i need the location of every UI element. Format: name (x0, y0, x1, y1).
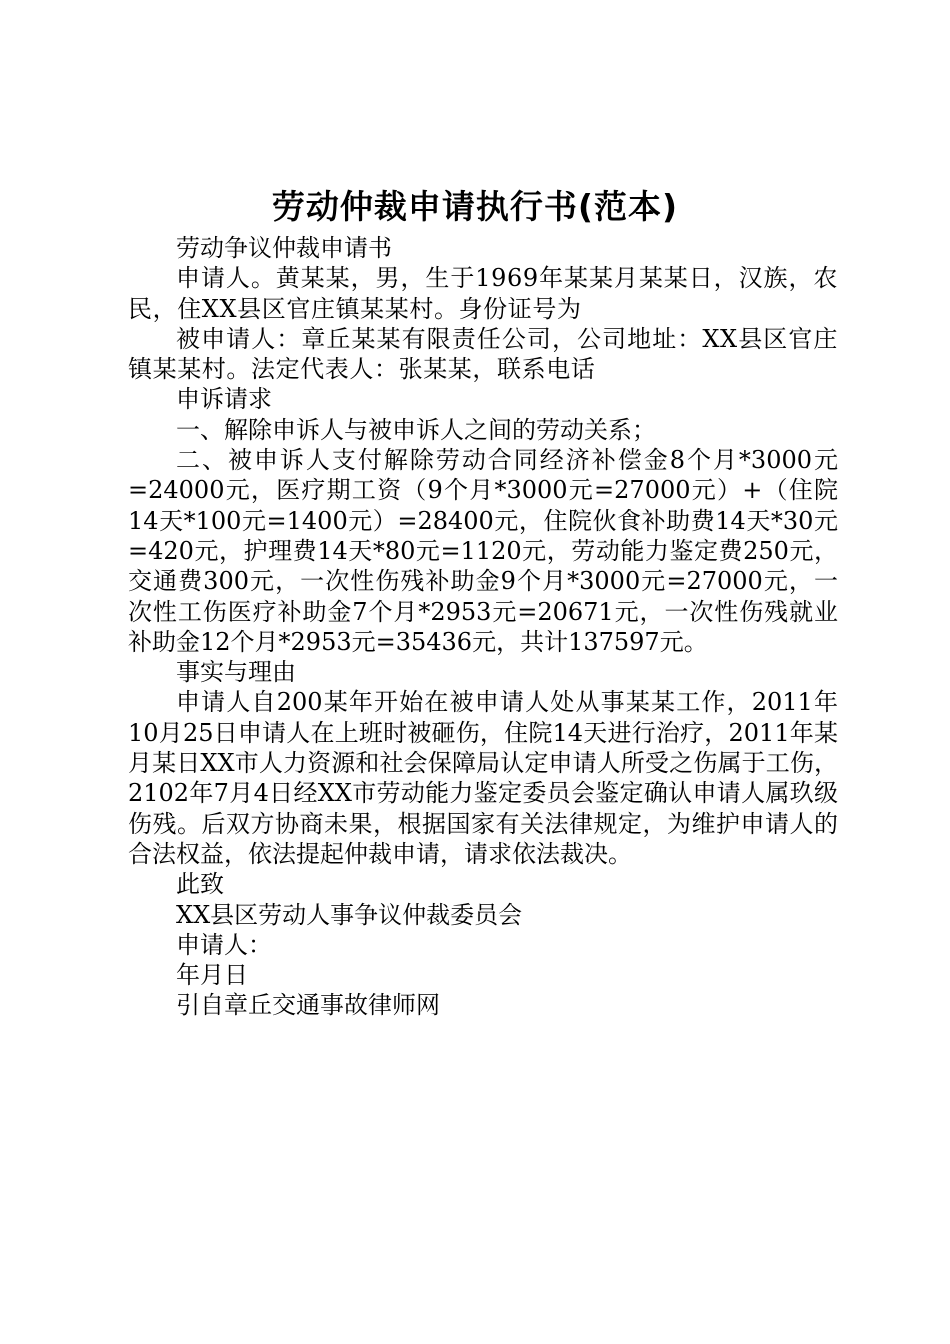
recipient-committee: XX县区劳动人事争议仲裁委员会 (176, 900, 523, 929)
document-title: 劳动仲裁申请执行书(范本) (271, 187, 679, 226)
paragraph-respondent: 被申请人：章丘某某有限责任公司，公司地址：XX县区官庄镇某某村。法定代表人：张某某，联系电话 (128, 324, 838, 384)
heading-facts: 事实与理由 (176, 658, 296, 687)
heading-application: 劳动争议仲裁申请书 (176, 234, 392, 262)
paragraph-claim-1: 一、解除申诉人与被申诉人之间的劳动关系； (176, 415, 656, 444)
paragraph-facts: 申请人自200某年开始在被申请人处从事某某工作，2011年10月25日申请人在上班时被砸伤，住院14天进行治疗，2011年某月某日XX市人力资源和社会保障局认定申请人所受之伤属于工伤，2102年7月4日经XX市劳动能力鉴定委员会鉴定确认申请人属玖级伤残。后双方协商未果，根据国家有关法律规定，为维护申请人的合法权益，依法提起仲裁申请，请求依法裁决。 (128, 688, 838, 868)
signature-applicant: 申请人： (176, 930, 272, 959)
paragraph-applicant: 申请人。黄某某，男，生于1969年某某月某某日，汉族，农民，住XX县区官庄镇某某村。身份证号为 (128, 264, 838, 323)
source-note: 引自章丘交通事故律师网 (176, 991, 440, 1020)
paragraph-claim-2: 二、被申诉人支付解除劳动合同经济补偿金8个月*3000元=24000元，医疗期工资（9个月*3000元=27000元）+（住院14天*100元=1400元）=28400元，住院伙食补助费14天*30元=420元，护理费14天*80元=1120元，劳动能力鉴定费250元，交通费300元，一次性伤残补助金9个月*3000元=27000元，一次性工伤医疗补助金7个月*2953元=20671元，一次性伤残就业补助金12个月*2953元=35436元，共计137597元。 (128, 446, 838, 656)
closing-salutation: 此致 (176, 870, 224, 899)
heading-claims: 申诉请求 (176, 385, 272, 414)
document-body (128, 233, 838, 1021)
signature-date: 年月日 (176, 961, 248, 990)
